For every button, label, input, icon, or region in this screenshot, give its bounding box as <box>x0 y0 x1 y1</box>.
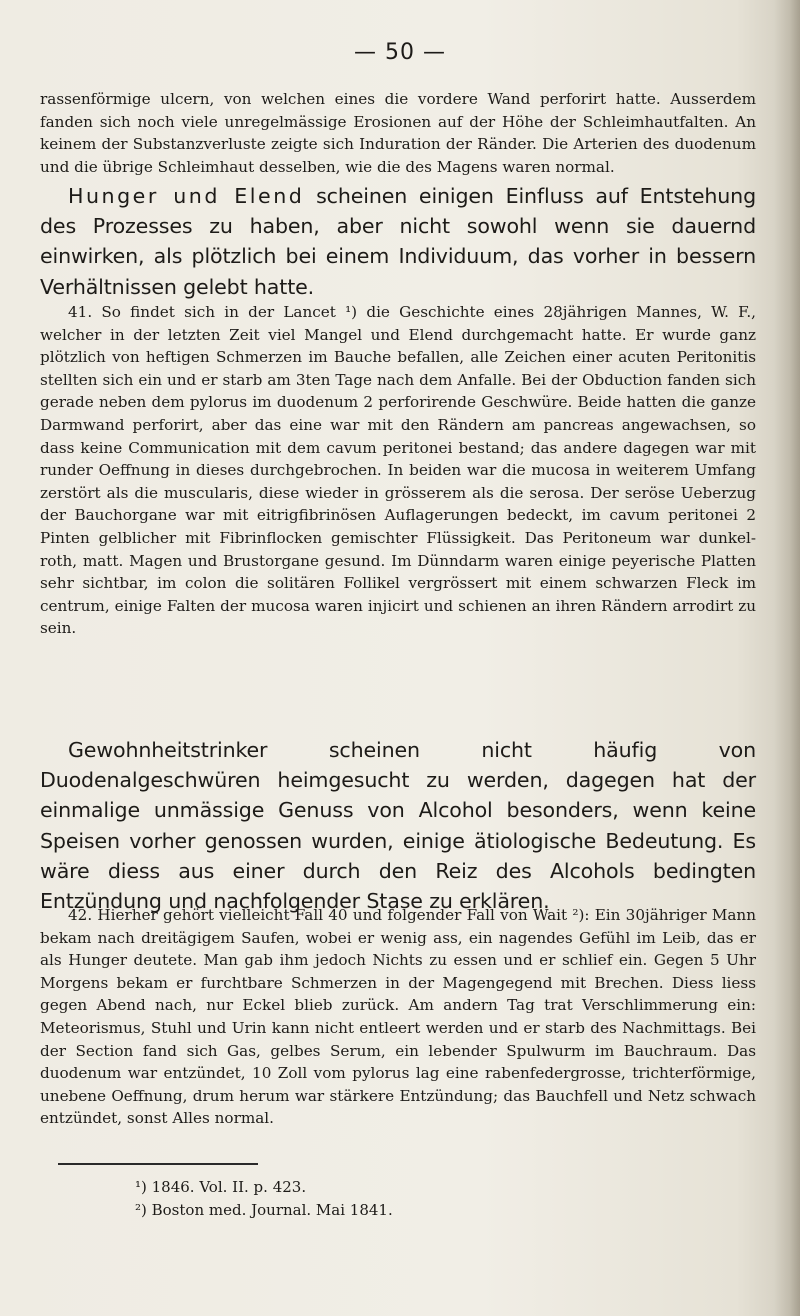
page-edge-shadow <box>774 0 800 1316</box>
paragraph-text: rassenförmige ulcern, von welchen eines die vordere Wand perforirt hatte. Ausserdem fanden sich noch viele unregelmässige Erosionen auf der Höhe der Schleimhautfalten. An keinem der Substanzverluste zeigte sich Induration der Ränder. Die Arterien des duodenum und die übrige Schleimhaut desselben, wie die des Magens waren normal. <box>40 90 756 176</box>
footnote-rule <box>58 1163 258 1165</box>
case-41 <box>40 301 756 640</box>
paragraph-hunger-elend <box>40 181 756 302</box>
emphasis-text: Hunger und Elend <box>68 184 305 208</box>
page-number: — 50 — <box>354 40 446 65</box>
paragraph-continuation <box>40 88 756 178</box>
paragraph-text: Gewohnheitstrinker scheinen nicht häufig von Duodenalgeschwüren heimgesucht zu werden, dagegen hat der einmalige unmässige Genuss von Alcohol besonders, wenn keine Speisen vorher genossen wurden, einige ätiologische Bedeutung. Es wäre diess aus einer durch den Reiz des Alcohols bedingten Entzündung und nachfolgender Stase zu erklären. <box>40 738 756 914</box>
paragraph-gewohnheitstrinker <box>40 735 756 916</box>
case-text: 42. Hierher gehört vielleicht Fall 40 und folgender Fall von Wait ²): Ein 30jähriger Mann bekam nach dreitägigem Saufen, wobei er wenig ass, ein nagendes Gefühl im Leib, das er als Hunger deutete. Man gab ihm jedoch Nichts zu essen und er schlief ein. Gegen 5 Uhr Morgens bekam er furchtbare Schmerzen in der Magengegend mit Brechen. Diess liess gegen Abend nach, nur Eckel blieb zurück. Am andern Tag trat Verschlimmerung ein: Meteorismus, Stuhl und Urin kann nicht entleert werden und er starb des Nachmittags. Bei der Section fand sich Gas, gelbes Serum, ein lebender Spulwurm im Bauchraum. Das duodenum war entzündet, 10 Zoll vom pylorus lag eine rabenfedergrosse, trichterförmige, unebene Oeffnung, drum herum war stärkere Entzündung; das Bauchfell und Netz schwach entzündet, sonst Alles normal. <box>40 906 756 1128</box>
footnote-1: ¹) 1846. Vol. II. p. 423. <box>135 1178 307 1196</box>
case-42 <box>40 904 756 1130</box>
paragraph-text <box>40 181 756 302</box>
footnote-2: ²) Boston med. Journal. Mai 1841. <box>135 1201 393 1219</box>
case-text: 41. So findet sich in der Lancet ¹) die Geschichte eines 28jährigen Mannes, W. F., welcher in der letzten Zeit viel Mangel und Elend durchgemacht hatte. Er wurde ganz plötzlich von heftigen Schmerzen im Bauche befallen, alle Zeichen einer acuten Peritonitis stellten sich ein und er starb am 3ten Tage nach dem Anfalle. Bei der Obduction fanden sich gerade neben dem pylorus im duodenum 2 perforirende Geschwüre. Beide hatten die ganze Darmwand perforirt, aber das eine war mit den Rändern am pancreas angewachsen, so dass keine Communication mit dem cavum peritonei bestand; das andere dagegen war mit runder Oeffnung in dieses durchgebrochen. In beiden war die mucosa in weiterem Umfang zerstört als die muscularis, diese wieder in grösserem als die serosa. Der seröse Ueberzug der Bauchorgane war mit eitrigfibrinösen Auflagerungen bedeckt, im cavum peritonei 2 Pinten gelblicher mit Fibrinflocken gemischter Flüssigkeit. Das Peritoneum war dunkel-roth, matt. Magen und Brustorgane gesund. Im Dünndarm waren einige peyerische Platten sehr sichtbar, im colon die solitären Follikel vergrössert mit einem schwarzen Fleck im centrum, einige Falten der mucosa waren injicirt und schienen an ihren Rändern arrodirt zu sein. <box>40 303 756 638</box>
paragraph-rest: scheinen einigen Einfluss auf Entstehung des Prozesses zu haben, aber nicht sowohl wenn sie dauernd einwirken, als plötzlich bei einem Individuum, das vorher in bessern Verhältnissen gelebt hatte. <box>40 184 756 299</box>
